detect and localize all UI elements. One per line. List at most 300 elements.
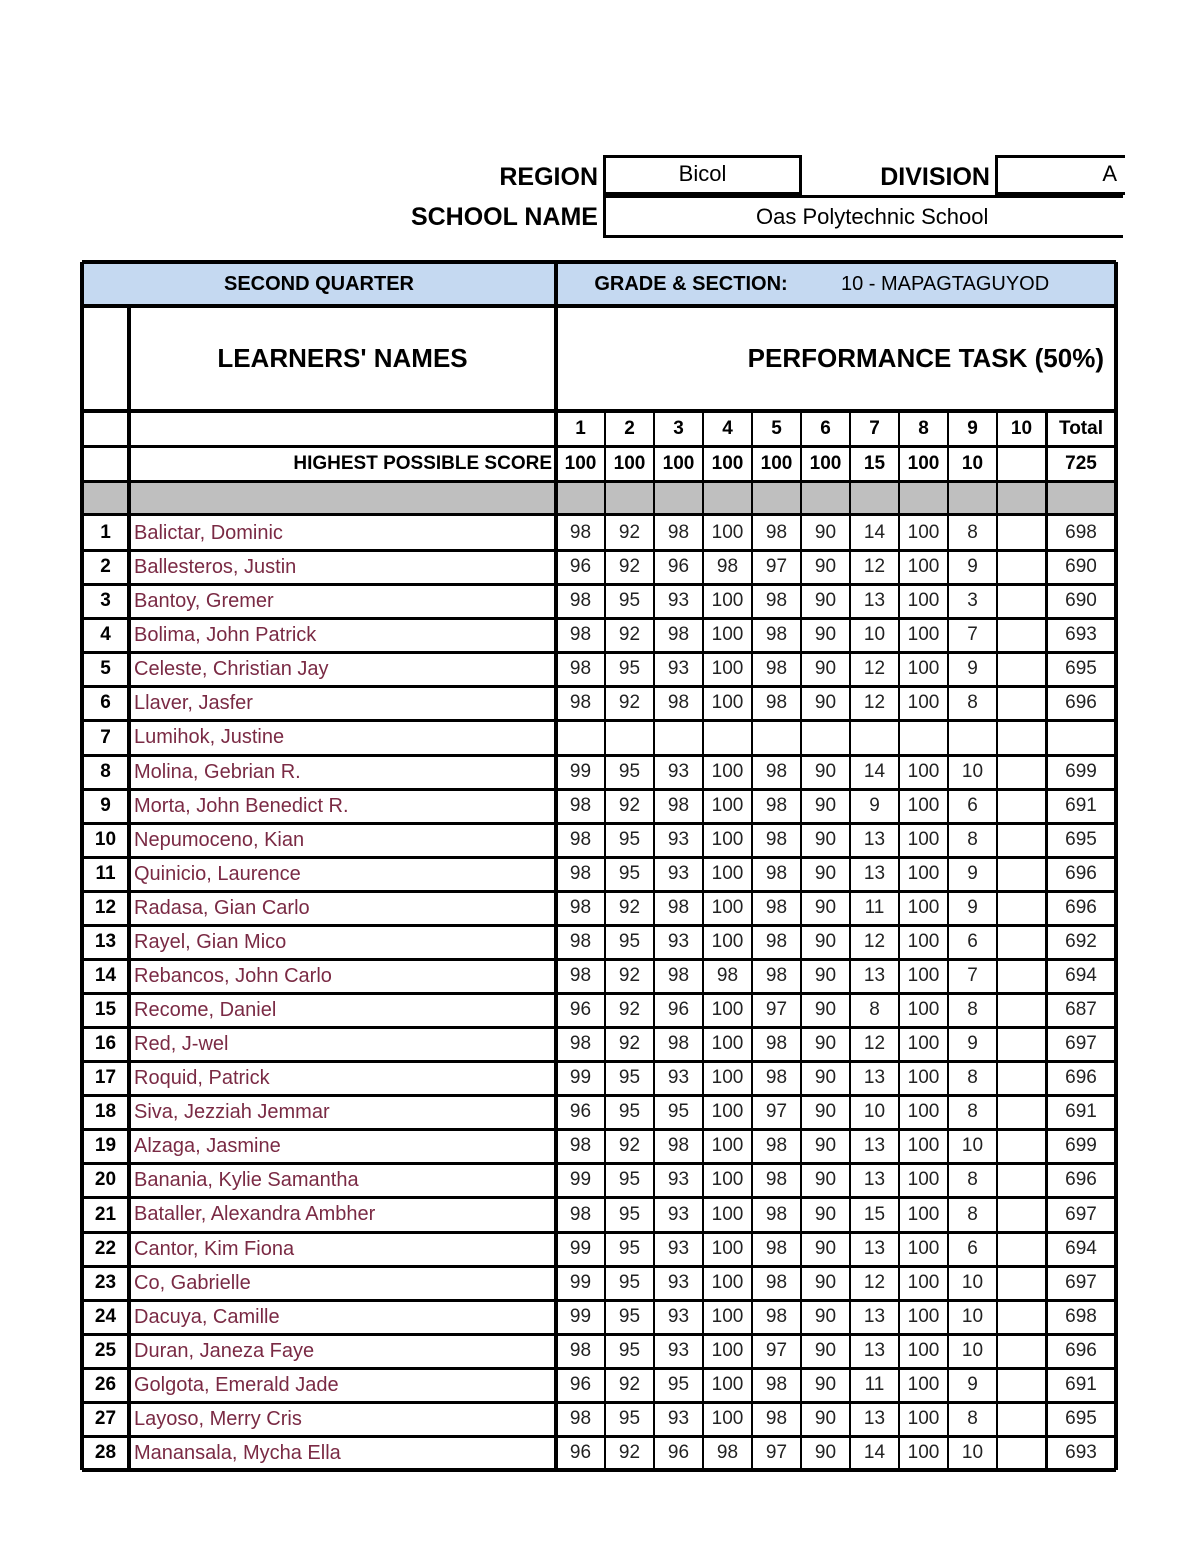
score-cell[interactable]: 695 [1065,1408,1097,1429]
learner-name[interactable]: Roquid, Patrick [134,1066,270,1089]
learner-name[interactable]: Banania, Kylie Samantha [134,1168,359,1191]
learner-name[interactable]: Balictar, Dominic [134,521,283,544]
score-cell[interactable]: 98 [569,897,592,918]
learner-name[interactable]: Recome, Daniel [134,998,277,1021]
score-cell[interactable]: 8 [967,1203,978,1225]
score-cell[interactable]: 90 [814,556,837,577]
score-cell[interactable]: 90 [814,658,837,679]
score-cell[interactable]: 100 [907,1238,940,1259]
score-cell[interactable]: 8 [967,1067,978,1088]
score-cell[interactable] [997,1061,1046,1095]
score-cell[interactable]: 95 [618,1169,641,1190]
score-cell[interactable]: 98 [667,965,690,986]
score-cell[interactable] [997,1334,1046,1368]
score-cell[interactable]: 100 [711,624,744,645]
score-cell[interactable]: 95 [618,1340,641,1361]
learner-name[interactable]: Siva, Jezziah Jemmar [134,1100,330,1123]
score-cell[interactable]: 691 [1065,795,1097,816]
score-cell[interactable]: 90 [814,1135,837,1156]
score-cell[interactable]: 7 [967,965,978,986]
score-cell[interactable]: 93 [667,829,690,850]
region-field[interactable]: Bicol [603,155,802,195]
score-cell[interactable] [654,720,703,755]
score-cell[interactable]: 691 [1065,1101,1097,1122]
score-cell[interactable]: 95 [667,1101,690,1122]
score-cell[interactable]: 9 [967,556,978,577]
score-cell[interactable]: 12 [863,1272,886,1293]
score-cell[interactable]: 98 [569,863,592,884]
score-cell[interactable]: 98 [765,931,788,952]
score-cell[interactable]: 100 [907,897,940,918]
score-cell[interactable]: 95 [618,1101,641,1122]
score-cell[interactable]: 93 [667,1306,690,1327]
score-cell[interactable]: 95 [618,761,641,782]
score-cell[interactable] [899,720,948,755]
score-cell[interactable]: 95 [667,1374,690,1395]
score-cell[interactable]: 698 [1065,522,1097,543]
score-cell[interactable] [948,720,997,755]
score-cell[interactable]: 92 [618,1442,641,1463]
score-cell[interactable]: 98 [765,1203,788,1225]
score-cell[interactable]: 100 [711,1272,744,1293]
score-cell[interactable]: 8 [967,522,978,543]
score-cell[interactable]: 92 [618,999,641,1020]
score-cell[interactable]: 694 [1065,1238,1097,1259]
learner-name[interactable]: Quinicio, Laurence [134,862,301,885]
score-cell[interactable] [997,1027,1046,1061]
score-cell[interactable]: 98 [667,897,690,918]
learner-name[interactable]: Nepumoceno, Kian [134,828,305,851]
score-cell[interactable]: 98 [765,1169,788,1190]
score-cell[interactable] [997,584,1046,618]
score-cell[interactable]: 98 [569,624,592,645]
score-cell[interactable]: 100 [907,829,940,850]
learner-name[interactable]: Cantor, Kim Fiona [134,1237,295,1260]
score-cell[interactable]: 100 [907,1033,940,1054]
learner-name[interactable]: Rayel, Gian Mico [134,930,287,953]
score-cell[interactable] [997,1129,1046,1163]
score-cell[interactable]: 93 [667,1169,690,1190]
score-cell[interactable]: 100 [711,863,744,884]
score-cell[interactable]: 93 [667,761,690,782]
score-cell[interactable]: 696 [1065,1169,1097,1190]
score-cell[interactable]: 100 [711,522,744,543]
score-cell[interactable]: 696 [1065,1340,1097,1361]
score-cell[interactable]: 93 [667,1067,690,1088]
score-cell[interactable]: 9 [967,897,978,918]
score-cell[interactable]: 12 [863,1033,886,1054]
score-cell[interactable]: 96 [569,1374,592,1395]
score-cell[interactable]: 6 [967,1238,978,1259]
score-cell[interactable]: 98 [667,522,690,543]
score-cell[interactable] [997,618,1046,652]
score-cell[interactable]: 13 [863,965,886,986]
score-cell[interactable] [997,516,1046,550]
learner-name[interactable]: Lumihok, Justine [134,726,285,748]
score-cell[interactable]: 90 [814,692,837,713]
score-cell[interactable]: 96 [569,1101,592,1122]
score-cell[interactable]: 10 [961,761,984,782]
score-cell[interactable]: 98 [667,1033,690,1054]
score-cell[interactable]: 697 [1065,1033,1097,1054]
score-cell[interactable]: 14 [863,761,886,782]
score-cell[interactable]: 90 [814,1203,837,1225]
score-cell[interactable]: 98 [569,590,592,611]
score-cell[interactable]: 90 [814,1408,837,1429]
score-cell[interactable]: 13 [863,1408,886,1429]
score-cell[interactable]: 12 [863,692,886,713]
score-cell[interactable]: 93 [667,1408,690,1429]
score-cell[interactable] [605,720,654,755]
score-cell[interactable]: 98 [569,829,592,850]
score-cell[interactable]: 100 [907,965,940,986]
score-cell[interactable]: 100 [907,1101,940,1122]
score-cell[interactable]: 100 [907,1306,940,1327]
score-cell[interactable]: 99 [569,761,592,782]
learner-name[interactable]: Morta, John Benedict R. [134,794,349,817]
score-cell[interactable] [997,993,1046,1027]
learner-name[interactable]: Ballesteros, Justin [134,555,297,578]
score-cell[interactable]: 3 [967,590,978,611]
score-cell[interactable] [997,823,1046,857]
score-cell[interactable]: 100 [907,590,940,611]
score-cell[interactable]: 98 [765,590,788,611]
score-cell[interactable]: 9 [967,1033,978,1054]
score-cell[interactable]: 100 [907,1374,940,1395]
score-cell[interactable]: 13 [863,1238,886,1259]
score-cell[interactable]: 8 [869,999,880,1020]
score-cell[interactable] [997,686,1046,720]
score-cell[interactable]: 100 [711,829,744,850]
score-cell[interactable]: 95 [618,863,641,884]
score-cell[interactable]: 11 [864,1374,885,1395]
score-cell[interactable]: 100 [907,522,940,543]
score-cell[interactable]: 697 [1065,1203,1097,1225]
score-cell[interactable]: 15 [863,1203,886,1225]
score-cell[interactable]: 92 [618,624,641,645]
learner-name[interactable]: Manansala, Mycha Ella [134,1441,341,1464]
score-cell[interactable]: 98 [667,1135,690,1156]
score-cell[interactable] [997,857,1046,891]
score-cell[interactable]: 693 [1065,1442,1097,1463]
score-cell[interactable]: 692 [1065,931,1097,952]
score-cell[interactable] [997,720,1046,755]
score-cell[interactable]: 98 [569,1203,592,1225]
division-field[interactable]: A [995,155,1125,195]
learner-name[interactable]: Celeste, Christian Jay [134,657,329,680]
score-cell[interactable]: 99 [569,1067,592,1088]
score-cell[interactable]: 98 [667,624,690,645]
score-cell[interactable]: 98 [765,1067,788,1088]
score-cell[interactable]: 90 [814,1272,837,1293]
score-cell[interactable]: 96 [569,556,592,577]
score-cell[interactable]: 98 [716,556,739,577]
score-cell[interactable]: 95 [618,590,641,611]
score-cell[interactable]: 92 [618,1135,641,1156]
score-cell[interactable]: 98 [765,658,788,679]
learner-name[interactable]: Alzaga, Jasmine [134,1134,281,1157]
score-cell[interactable]: 93 [667,1238,690,1259]
score-cell[interactable]: 100 [711,1033,744,1054]
score-cell[interactable]: 98 [765,795,788,816]
score-cell[interactable]: 98 [569,1408,592,1429]
score-cell[interactable]: 100 [907,761,940,782]
score-cell[interactable]: 98 [765,1272,788,1293]
score-cell[interactable]: 100 [907,795,940,816]
score-cell[interactable]: 100 [907,658,940,679]
score-cell[interactable]: 95 [618,1238,641,1259]
score-cell[interactable]: 98 [569,965,592,986]
score-cell[interactable]: 100 [907,1340,940,1361]
score-cell[interactable]: 100 [711,931,744,952]
score-cell[interactable]: 92 [618,795,641,816]
score-cell[interactable] [997,550,1046,584]
score-cell[interactable]: 96 [569,1442,592,1463]
score-cell[interactable]: 695 [1065,829,1097,850]
score-cell[interactable]: 92 [618,965,641,986]
score-cell[interactable]: 100 [711,795,744,816]
score-cell[interactable] [997,1095,1046,1129]
score-cell[interactable]: 100 [711,692,744,713]
score-cell[interactable]: 100 [711,1238,744,1259]
score-cell[interactable]: 691 [1065,1374,1097,1395]
score-cell[interactable]: 100 [907,1067,940,1088]
score-cell[interactable]: 98 [765,897,788,918]
score-cell[interactable]: 98 [765,1238,788,1259]
score-cell[interactable]: 100 [711,1169,744,1190]
score-cell[interactable]: 90 [814,1442,837,1463]
score-cell[interactable]: 98 [765,829,788,850]
score-cell[interactable] [997,891,1046,925]
score-cell[interactable]: 98 [716,965,739,986]
score-cell[interactable]: 696 [1065,692,1097,713]
score-cell[interactable]: 92 [618,556,641,577]
score-cell[interactable]: 93 [667,863,690,884]
score-cell[interactable]: 100 [711,1101,744,1122]
school-name-field[interactable]: Oas Polytechnic School [603,195,1123,238]
score-cell[interactable]: 90 [814,795,837,816]
score-cell[interactable] [997,755,1046,789]
score-cell[interactable]: 90 [814,1238,837,1259]
score-cell[interactable] [997,1368,1046,1402]
score-cell[interactable]: 9 [967,863,978,884]
score-cell[interactable]: 98 [765,1033,788,1054]
learner-name[interactable]: Bantoy, Gremer [134,589,274,612]
score-cell[interactable]: 694 [1065,965,1097,986]
score-cell[interactable]: 13 [863,1135,886,1156]
score-cell[interactable]: 7 [967,624,978,645]
score-cell[interactable]: 6 [967,931,978,952]
score-cell[interactable]: 98 [569,1135,592,1156]
score-cell[interactable]: 100 [711,1374,744,1395]
score-cell[interactable]: 90 [814,522,837,543]
score-cell[interactable]: 90 [814,761,837,782]
score-cell[interactable]: 9 [869,795,880,816]
score-cell[interactable]: 10 [863,1101,886,1122]
score-cell[interactable] [997,1266,1046,1300]
score-cell[interactable]: 12 [863,658,886,679]
score-cell[interactable]: 90 [814,897,837,918]
learner-name[interactable]: Bolima, John Patrick [134,623,317,646]
score-cell[interactable]: 90 [814,863,837,884]
score-cell[interactable]: 97 [765,1101,788,1122]
score-cell[interactable]: 90 [814,590,837,611]
score-cell[interactable]: 12 [863,556,886,577]
score-cell[interactable]: 90 [814,1374,837,1395]
score-cell[interactable]: 100 [907,863,940,884]
score-cell[interactable]: 95 [618,829,641,850]
score-cell[interactable]: 95 [618,658,641,679]
score-cell[interactable] [997,1402,1046,1436]
score-cell[interactable]: 92 [618,897,641,918]
score-cell[interactable]: 100 [711,897,744,918]
score-cell[interactable]: 92 [618,1033,641,1054]
score-cell[interactable]: 95 [618,1408,641,1429]
score-cell[interactable]: 93 [667,931,690,952]
score-cell[interactable]: 98 [569,522,592,543]
score-cell[interactable] [997,1197,1046,1232]
score-cell[interactable] [997,1300,1046,1334]
score-cell[interactable] [752,720,801,755]
score-cell[interactable]: 98 [569,795,592,816]
score-cell[interactable]: 12 [863,931,886,952]
score-cell[interactable]: 13 [863,1067,886,1088]
score-cell[interactable]: 95 [618,1306,641,1327]
score-cell[interactable]: 100 [711,590,744,611]
score-cell[interactable]: 100 [711,761,744,782]
score-cell[interactable]: 90 [814,1067,837,1088]
score-cell[interactable]: 10 [961,1442,984,1463]
score-cell[interactable]: 90 [814,931,837,952]
score-cell[interactable] [997,1232,1046,1266]
score-cell[interactable]: 98 [569,931,592,952]
score-cell[interactable]: 100 [711,1135,744,1156]
score-cell[interactable]: 14 [863,1442,886,1463]
score-cell[interactable] [997,652,1046,686]
score-cell[interactable]: 6 [967,795,978,816]
score-cell[interactable]: 98 [667,692,690,713]
score-cell[interactable]: 100 [907,692,940,713]
score-cell[interactable]: 96 [667,1442,690,1463]
learner-name[interactable]: Molina, Gebrian R. [134,760,301,783]
learner-name[interactable]: Llaver, Jasfer [134,691,253,714]
score-cell[interactable] [703,720,752,755]
score-cell[interactable]: 687 [1065,999,1097,1020]
score-cell[interactable]: 98 [765,863,788,884]
score-cell[interactable]: 95 [618,1272,641,1293]
score-cell[interactable]: 100 [711,658,744,679]
score-cell[interactable] [997,925,1046,959]
score-cell[interactable] [850,720,899,755]
score-cell[interactable]: 13 [863,590,886,611]
score-cell[interactable]: 98 [765,761,788,782]
score-cell[interactable]: 90 [814,1169,837,1190]
score-cell[interactable]: 699 [1065,761,1097,782]
score-cell[interactable]: 95 [618,931,641,952]
learner-name[interactable]: Dacuya, Camille [134,1305,280,1328]
score-cell[interactable]: 690 [1065,556,1097,577]
score-cell[interactable] [997,959,1046,993]
score-cell[interactable]: 99 [569,1272,592,1293]
score-cell[interactable]: 11 [864,897,885,918]
score-cell[interactable]: 98 [765,1135,788,1156]
score-cell[interactable]: 90 [814,999,837,1020]
score-cell[interactable]: 90 [814,1306,837,1327]
score-cell[interactable]: 10 [961,1135,984,1156]
score-cell[interactable]: 99 [569,1238,592,1259]
score-cell[interactable] [801,720,850,755]
score-cell[interactable]: 100 [711,999,744,1020]
score-cell[interactable]: 98 [765,1374,788,1395]
score-cell[interactable]: 8 [967,999,978,1020]
score-cell[interactable]: 8 [967,1408,978,1429]
score-cell[interactable] [997,1163,1046,1197]
score-cell[interactable]: 13 [863,863,886,884]
learner-name[interactable]: Red, J-wel [134,1032,229,1055]
score-cell[interactable]: 92 [618,1374,641,1395]
score-cell[interactable]: 100 [711,1067,744,1088]
score-cell[interactable]: 90 [814,829,837,850]
score-cell[interactable]: 98 [569,692,592,713]
score-cell[interactable]: 9 [967,1374,978,1395]
score-cell[interactable]: 95 [618,1067,641,1088]
score-cell[interactable]: 8 [967,692,978,713]
score-cell[interactable]: 93 [667,658,690,679]
score-cell[interactable]: 100 [907,1169,940,1190]
score-cell[interactable]: 699 [1065,1135,1097,1156]
score-cell[interactable]: 100 [907,1442,940,1463]
score-cell[interactable]: 98 [765,522,788,543]
score-cell[interactable]: 97 [765,999,788,1020]
learner-name[interactable]: Co, Gabrielle [134,1271,251,1294]
score-cell[interactable]: 99 [569,1306,592,1327]
score-cell[interactable]: 697 [1065,1272,1097,1293]
learner-name[interactable]: Duran, Janeza Faye [134,1339,315,1362]
score-cell[interactable]: 100 [907,1135,940,1156]
score-cell[interactable]: 90 [814,1340,837,1361]
score-cell[interactable]: 98 [716,1442,739,1463]
score-cell[interactable]: 93 [667,1203,690,1225]
score-cell[interactable]: 14 [863,522,886,543]
score-cell[interactable]: 96 [569,999,592,1020]
learner-name[interactable]: Rebancos, John Carlo [134,964,332,987]
score-cell[interactable]: 696 [1065,863,1097,884]
score-cell[interactable]: 695 [1065,658,1097,679]
score-cell[interactable]: 90 [814,965,837,986]
score-cell[interactable]: 99 [569,1169,592,1190]
score-cell[interactable]: 696 [1065,897,1097,918]
score-cell[interactable]: 8 [967,1169,978,1190]
score-cell[interactable]: 13 [863,1340,886,1361]
score-cell[interactable]: 97 [765,1442,788,1463]
score-cell[interactable] [1046,720,1116,755]
score-cell[interactable]: 100 [907,624,940,645]
score-cell[interactable]: 90 [814,1033,837,1054]
score-cell[interactable]: 98 [569,1033,592,1054]
score-cell[interactable]: 10 [961,1340,984,1361]
score-cell[interactable]: 90 [814,1101,837,1122]
score-cell[interactable]: 13 [863,829,886,850]
learner-name[interactable]: Layoso, Merry Cris [134,1407,302,1430]
score-cell[interactable]: 90 [814,624,837,645]
score-cell[interactable]: 92 [618,522,641,543]
score-cell[interactable]: 100 [907,931,940,952]
score-cell[interactable]: 93 [667,590,690,611]
score-cell[interactable]: 100 [907,1408,940,1429]
score-cell[interactable]: 96 [667,999,690,1020]
score-cell[interactable]: 100 [711,1306,744,1327]
score-cell[interactable]: 100 [907,1272,940,1293]
